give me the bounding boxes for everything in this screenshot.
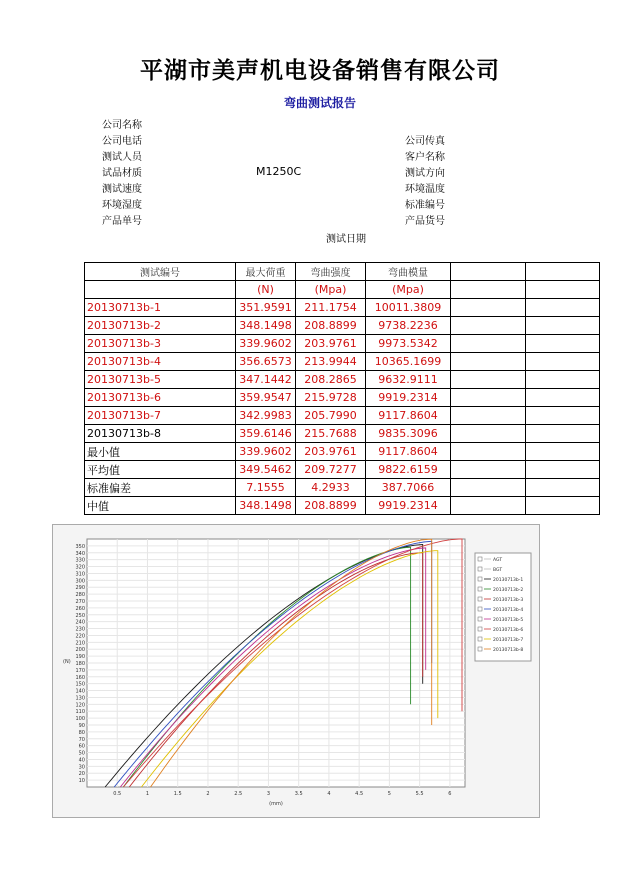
- row-label: 中值: [85, 497, 236, 515]
- value-cell: 9919.2314: [366, 497, 451, 515]
- y-tick-label: 150: [75, 681, 85, 688]
- value-cell: 211.1754: [296, 299, 366, 317]
- value-cell: 10365.1699: [366, 353, 451, 371]
- legend-label: 20130713b-8: [493, 648, 524, 653]
- legend-label: BGT: [493, 568, 503, 573]
- table-row: [85, 335, 600, 353]
- y-tick-label: 110: [75, 709, 85, 716]
- legend-label: 20130713b-7: [493, 638, 524, 643]
- header-cell: 弯曲强度: [296, 263, 366, 281]
- info-label: 产品单号: [102, 216, 142, 227]
- value-cell: 215.7688: [296, 425, 366, 443]
- legend-checkbox: [478, 647, 482, 651]
- y-tick-label: 140: [75, 688, 85, 695]
- row-label: 20130713b-6: [85, 389, 236, 407]
- y-tick-label: 180: [75, 661, 85, 667]
- x-tick-label: 5.5: [415, 791, 424, 797]
- x-tick-label: 4: [327, 791, 331, 797]
- x-tick-label: 1.5: [173, 791, 182, 797]
- y-tick-label: 190: [75, 654, 85, 661]
- value-cell: 9738.2236: [366, 317, 451, 335]
- y-tick-label: 70: [78, 736, 85, 743]
- y-tick-label: 10: [78, 778, 85, 785]
- legend-box: [475, 553, 531, 661]
- value-cell: 387.7066: [366, 479, 451, 497]
- y-tick-label: 60: [78, 743, 85, 750]
- legend-label: 20130713b-2: [493, 588, 524, 593]
- y-tick-label: 120: [75, 702, 85, 709]
- table-row: [85, 461, 600, 479]
- value-cell: 205.7990: [296, 407, 366, 425]
- table-row: [85, 317, 600, 335]
- test-date-label: 测试日期: [326, 234, 366, 245]
- legend-checkbox: [478, 587, 482, 591]
- y-tick-label: 90: [78, 723, 85, 729]
- x-tick-label: 2: [206, 791, 210, 797]
- row-label: 20130713b-7: [85, 407, 236, 425]
- value-cell: 348.1498: [236, 317, 296, 335]
- y-tick-label: 280: [75, 592, 85, 599]
- legend-checkbox: [478, 577, 482, 581]
- info-label: 环境湿度: [102, 200, 142, 211]
- x-tick-label: 5: [387, 791, 391, 797]
- x-tick-label: 1: [145, 791, 150, 797]
- y-axis-label: (N): [63, 659, 71, 665]
- value-cell: 9973.5342: [366, 335, 451, 353]
- value-cell: 203.9761: [296, 443, 366, 461]
- table-row: [85, 407, 600, 425]
- report-title: 弯曲测试报告: [283, 96, 356, 110]
- legend-checkbox: [478, 607, 482, 611]
- legend-checkbox: [478, 617, 482, 621]
- value-cell: 213.9944: [296, 353, 366, 371]
- y-tick-label: 130: [75, 695, 85, 702]
- table-row: [85, 371, 600, 389]
- unit-cell: (Mpa): [296, 281, 366, 299]
- y-tick-label: 80: [78, 729, 85, 736]
- info-label: 产品货号: [405, 216, 445, 227]
- value-cell: 9632.9111: [366, 371, 451, 389]
- x-tick-label: 2.5: [234, 791, 243, 797]
- info-label: 公司电话: [102, 136, 142, 147]
- y-tick-label: 200: [75, 647, 85, 654]
- row-label: 最小值: [85, 443, 236, 461]
- y-tick-label: 40: [78, 757, 85, 764]
- load-displacement-chart: [52, 524, 540, 818]
- legend-checkbox: [478, 637, 482, 641]
- row-label: 20130713b-5: [85, 371, 236, 389]
- table-row: [85, 299, 600, 317]
- x-axis-label: (mm): [269, 801, 283, 807]
- value-cell: 347.1442: [236, 371, 296, 389]
- unit-cell: (Mpa): [366, 281, 451, 299]
- table-row: [85, 353, 600, 371]
- y-tick-label: 210: [75, 640, 85, 647]
- y-tick-label: 270: [75, 599, 85, 605]
- results-table: [84, 262, 600, 515]
- value-cell: 208.8899: [296, 497, 366, 515]
- info-label: 试品材质: [102, 168, 142, 179]
- y-tick-label: 260: [75, 605, 85, 612]
- table-row: [85, 443, 600, 461]
- y-tick-label: 300: [75, 578, 85, 585]
- row-label: 平均值: [85, 461, 236, 479]
- row-label: 20130713b-3: [85, 335, 236, 353]
- value-cell: 215.9728: [296, 389, 366, 407]
- value-cell: 9835.3096: [366, 425, 451, 443]
- table-row: [85, 389, 600, 407]
- value-cell: 208.2865: [296, 371, 366, 389]
- value-cell: 359.6146: [236, 425, 296, 443]
- value-cell: 339.9602: [236, 335, 296, 353]
- y-tick-label: 250: [75, 612, 85, 619]
- header-cell: 最大荷重: [236, 263, 296, 281]
- y-tick-label: 30: [78, 764, 85, 771]
- y-tick-label: 350: [75, 543, 85, 550]
- value-cell: 208.8899: [296, 317, 366, 335]
- legend-checkbox: [478, 557, 482, 561]
- value-cell: 203.9761: [296, 335, 366, 353]
- value-cell: 339.9602: [236, 443, 296, 461]
- value-cell: 348.1498: [236, 497, 296, 515]
- value-cell: 209.7277: [296, 461, 366, 479]
- y-tick-label: 170: [75, 667, 85, 674]
- y-tick-label: 340: [75, 550, 85, 557]
- info-label: 环境温度: [405, 184, 445, 195]
- info-label: 标准编号: [405, 200, 445, 211]
- y-tick-label: 230: [75, 626, 85, 633]
- x-tick-label: 6: [448, 791, 452, 797]
- row-label: 标准偏差: [85, 479, 236, 497]
- header-cell: 弯曲模量: [366, 263, 451, 281]
- row-label: 20130713b-8: [85, 425, 236, 443]
- table-unit-row: [85, 281, 600, 299]
- legend-label: 20130713b-6: [493, 628, 524, 633]
- table-row: [85, 425, 600, 443]
- y-tick-label: 100: [75, 716, 85, 723]
- y-tick-label: 50: [78, 750, 85, 757]
- value-cell: 7.1555: [236, 479, 296, 497]
- row-label: 20130713b-4: [85, 353, 236, 371]
- legend-checkbox: [478, 597, 482, 601]
- value-cell: 359.9547: [236, 389, 296, 407]
- value-cell: 349.5462: [236, 461, 296, 479]
- value-cell: 9117.8604: [366, 443, 451, 461]
- legend-label: 20130713b-3: [493, 598, 524, 603]
- company-name: 平湖市美声机电设备销售有限公司: [140, 58, 500, 84]
- y-tick-label: 310: [75, 571, 85, 578]
- x-tick-label: 3.5: [294, 791, 303, 797]
- value-cell: 9919.2314: [366, 389, 451, 407]
- y-tick-label: 220: [75, 633, 85, 640]
- legend-label: 20130713b-1: [493, 578, 524, 583]
- legend-checkbox: [478, 627, 482, 631]
- row-label: 20130713b-2: [85, 317, 236, 335]
- x-tick-label: 0.5: [113, 791, 122, 797]
- y-tick-label: 240: [75, 619, 85, 626]
- value-cell: 4.2933: [296, 479, 366, 497]
- y-tick-label: 290: [75, 585, 85, 592]
- table-row: [85, 479, 600, 497]
- info-label: 测试速度: [102, 184, 142, 195]
- legend-label: 20130713b-5: [493, 618, 524, 623]
- legend-label: 20130713b-4: [493, 608, 524, 613]
- value-cell: 9117.8604: [366, 407, 451, 425]
- x-tick-label: 4.5: [355, 791, 364, 797]
- info-label: 公司传真: [405, 136, 445, 147]
- x-tick-label: 3: [266, 791, 271, 797]
- row-label: 20130713b-1: [85, 299, 236, 317]
- y-tick-label: 160: [75, 674, 85, 681]
- y-tick-label: 330: [75, 557, 85, 564]
- info-label: 测试方向: [405, 168, 445, 179]
- material-value: M1250C: [256, 165, 302, 178]
- info-label: 测试人员: [102, 152, 142, 163]
- chart-svg: [53, 525, 539, 817]
- table-row: [85, 497, 600, 515]
- table-header-row: [85, 263, 600, 281]
- legend-label: AGT: [493, 558, 503, 563]
- value-cell: 10011.3809: [366, 299, 451, 317]
- table-body: [85, 299, 600, 515]
- value-cell: 351.9591: [236, 299, 296, 317]
- unit-cell: (N): [236, 281, 296, 299]
- value-cell: 356.6573: [236, 353, 296, 371]
- info-label: 公司名称: [102, 120, 142, 131]
- value-cell: 9822.6159: [366, 461, 451, 479]
- info-label: 客户名称: [405, 152, 445, 163]
- header-cell: 测试编号: [85, 263, 236, 281]
- legend-checkbox: [478, 567, 482, 571]
- value-cell: 342.9983: [236, 407, 296, 425]
- y-tick-label: 320: [75, 564, 85, 571]
- y-tick-label: 20: [78, 771, 85, 778]
